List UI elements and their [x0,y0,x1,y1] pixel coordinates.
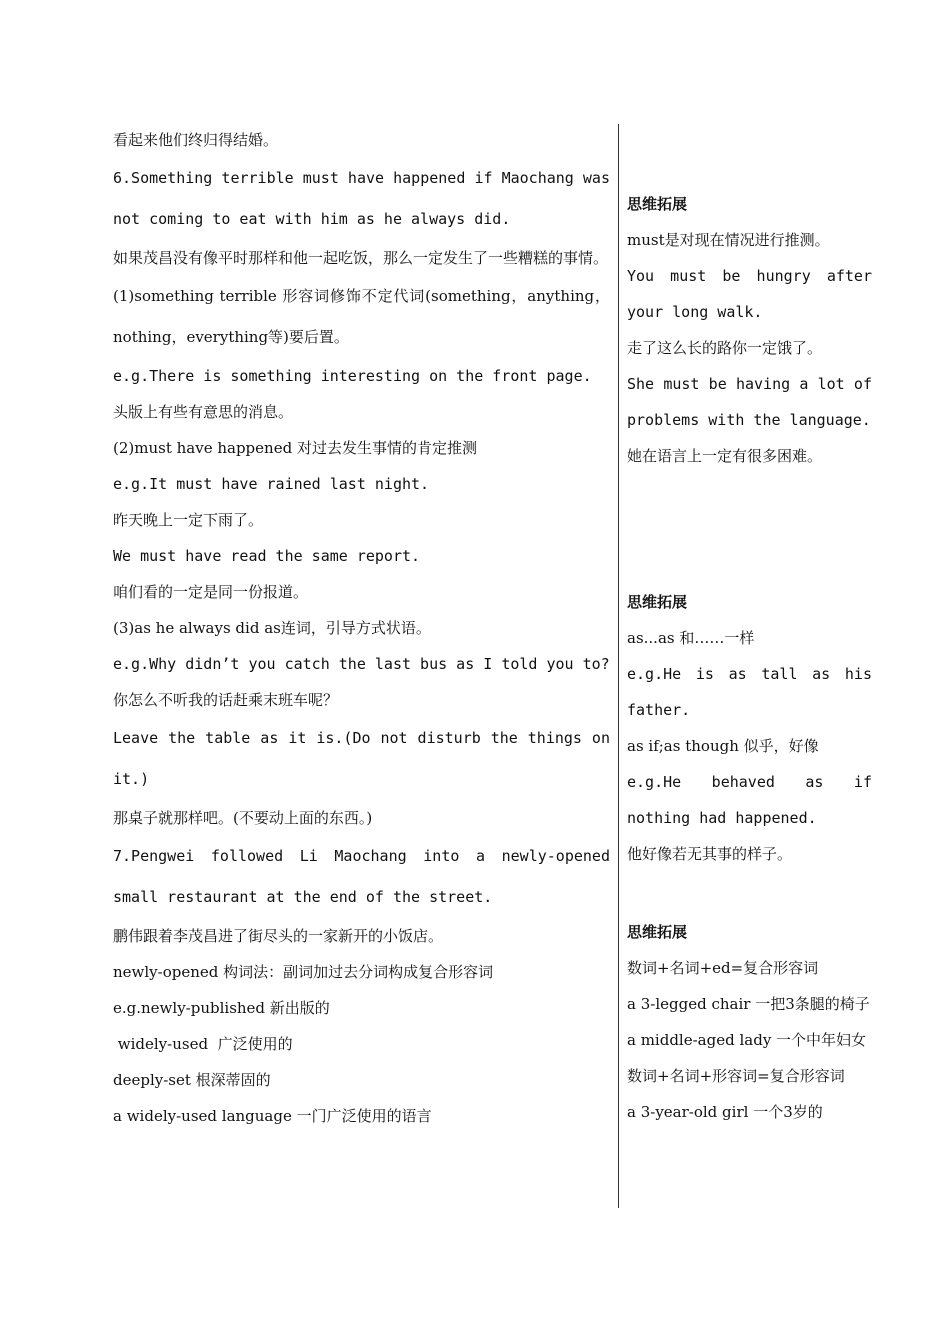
translation-line: 看起来他们终归得结婚。 [113,131,279,149]
translation-line: 咱们看的一定是同一份报道。 [113,583,309,601]
translation-line: 如果茂昌没有像平时那样和他一起吃饭，那么一定发生了一些糟糕的事情。 [113,249,609,267]
example-line: e.g.newly-published 新出版的 [113,999,330,1017]
sidebar-box-1 [627,186,872,474]
example-line: e.g.There is something interesting on the front page. [113,367,592,385]
sidebar-line: 她在语言上一定有很多困难。 [627,447,823,465]
sidebar-line: as...as 和……一样 [627,629,755,647]
example-line: We must have read the same report. [113,547,421,565]
sidebar-line: a 3-year-old girl 一个3岁的 [627,1103,823,1121]
sidebar-line: e.g.He is as tall as his father. [627,665,872,719]
example-line: a widely-used language 一门广泛使用的语言 [113,1107,432,1125]
sidebar-line: as if;as though 似乎，好像 [627,737,819,755]
sidebar-line: You must be hungry after your long walk. [627,267,872,321]
sidebar-line: 数词+名词+形容词=复合形容词 [627,1067,845,1085]
sidebar-line: 数词+名词+ed=复合形容词 [627,959,819,977]
grammar-note-3: (3)as he always did as连词，引导方式状语。 [113,619,431,637]
sidebar-line: a 3-legged chair 一把3条腿的椅子 [627,995,870,1013]
translation-line: 昨天晚上一定下雨了。 [113,511,264,529]
example-sentence-6: 6.Something terrible must have happened if Maochang was not coming to eat with him as he always did. [113,169,610,228]
sidebar-heading: 思维拓展 [627,923,688,941]
translation-line: 你怎么不听我的话赶乘末班车呢？ [113,691,339,709]
example-line: e.g.Why didn’t you catch the last bus as I told you to? [113,655,610,673]
grammar-note-1: (1)something terrible 形容词修饰不定代词(something，anything，nothing，everything等)要后置。 [113,287,610,346]
column-divider [618,124,619,1208]
example-line: widely-used 广泛使用的 [113,1035,293,1053]
sidebar-line: a middle-aged lady 一个中年妇女 [627,1031,867,1049]
sidebar-line: 走了这么长的路你一定饿了。 [627,339,823,357]
sidebar-box-2 [627,584,872,872]
sidebar-line: She must be having a lot of problems with the language. [627,375,872,429]
translation-line: 头版上有些有意思的消息。 [113,403,294,421]
sidebar-box-3 [627,914,872,1130]
sidebar-line: e.g.He behaved as if nothing had happened. [627,773,872,827]
translation-line: 那桌子就那样吧。(不要动上面的东西。) [113,809,373,827]
example-line: deeply-set 根深蒂固的 [113,1071,271,1089]
sidebar-heading: 思维拓展 [627,195,688,213]
translation-line: 鹏伟跟着李茂昌进了街尽头的一家新开的小饭店。 [113,927,444,945]
example-line: e.g.It must have rained last night. [113,475,430,493]
grammar-note: newly-opened 构词法：副词加过去分词构成复合形容词 [113,963,494,981]
sidebar-line: 他好像若无其事的样子。 [627,845,793,863]
sidebar-line: must是对现在情况进行推测。 [627,231,830,249]
example-line: Leave the table as it is.(Do not disturb the things on it.) [113,729,610,788]
example-sentence-7: 7.Pengwei followed Li Maochang into a newly-opened small restaurant at the end of the street. [113,847,610,906]
main-column [80,122,610,1134]
sidebar-heading: 思维拓展 [627,593,688,611]
grammar-note-2: (2)must have happened 对过去发生事情的肯定推测 [113,439,477,457]
